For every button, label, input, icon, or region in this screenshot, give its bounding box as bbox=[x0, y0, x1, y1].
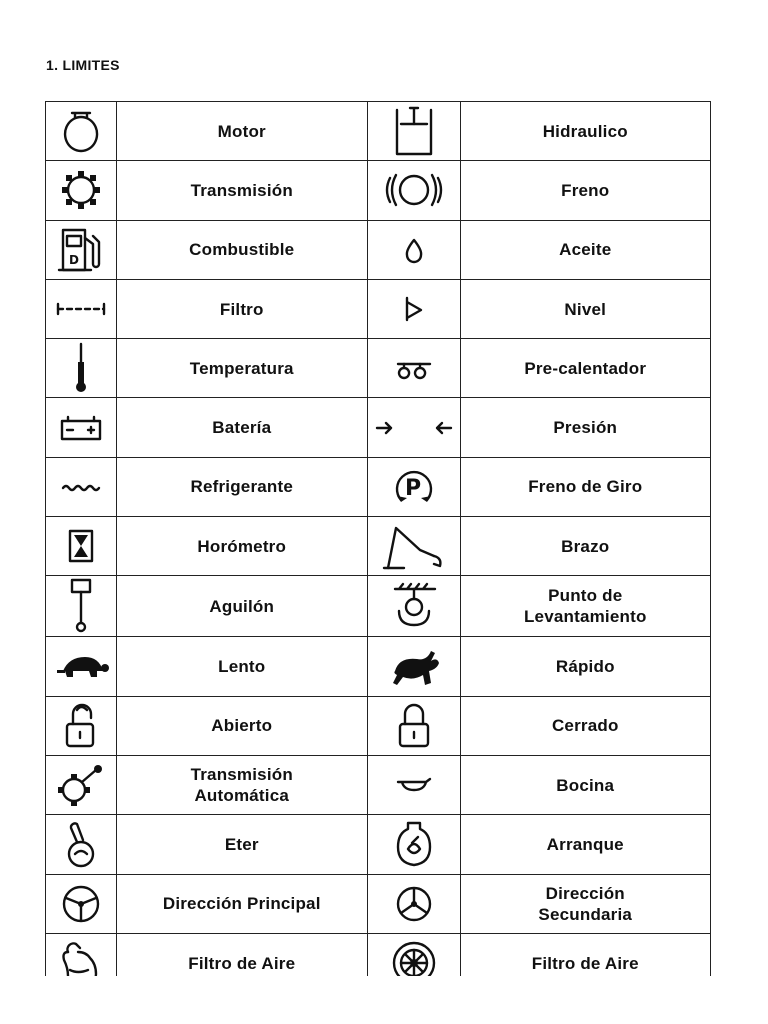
left-symbol-cell bbox=[46, 637, 117, 696]
symbol-label: Transmisión Automática bbox=[190, 765, 293, 806]
hydraulic-icon bbox=[368, 104, 460, 158]
right-label-cell bbox=[460, 874, 711, 933]
right-label-cell bbox=[460, 279, 711, 338]
starter-icon bbox=[368, 819, 460, 869]
left-label-cell bbox=[117, 637, 368, 696]
right-symbol-cell bbox=[367, 874, 460, 933]
right-label-cell bbox=[460, 398, 711, 457]
thermometer-icon bbox=[46, 340, 116, 396]
left-symbol-cell bbox=[46, 517, 117, 576]
symbol-label: Batería bbox=[212, 418, 272, 438]
left-label-cell bbox=[117, 161, 368, 220]
right-label-cell bbox=[460, 339, 711, 398]
left-label-cell bbox=[117, 696, 368, 755]
right-symbol-cell bbox=[367, 220, 460, 279]
arm-icon bbox=[368, 520, 460, 572]
left-symbol-cell bbox=[46, 279, 117, 338]
left-label-cell bbox=[117, 279, 368, 338]
symbol-label: Nivel bbox=[564, 299, 607, 319]
table-row bbox=[46, 339, 711, 398]
left-label-cell bbox=[117, 874, 368, 933]
right-symbol-cell bbox=[367, 576, 460, 637]
symbol-label: Horómetro bbox=[197, 536, 287, 556]
table-row bbox=[46, 755, 711, 814]
right-label-cell bbox=[460, 517, 711, 576]
table-row bbox=[46, 279, 711, 338]
table-row bbox=[46, 517, 711, 576]
right-label-cell bbox=[460, 161, 711, 220]
right-label-cell bbox=[460, 755, 711, 814]
brake-icon bbox=[368, 168, 460, 212]
horn-icon bbox=[368, 776, 460, 794]
right-symbol-cell bbox=[367, 339, 460, 398]
left-symbol-cell bbox=[46, 696, 117, 755]
level-icon bbox=[368, 294, 460, 324]
table-row bbox=[46, 220, 711, 279]
table-row bbox=[46, 457, 711, 516]
right-symbol-cell bbox=[367, 102, 460, 161]
symbol-label: Lento bbox=[218, 657, 266, 677]
transmission-gear-icon bbox=[46, 168, 116, 212]
right-symbol-cell bbox=[367, 457, 460, 516]
symbol-label: Transmisión bbox=[190, 180, 293, 200]
right-symbol-cell bbox=[367, 755, 460, 814]
symbol-label: Bocina bbox=[556, 775, 615, 795]
right-symbol-cell bbox=[367, 279, 460, 338]
section-heading: 1. LIMITES bbox=[46, 57, 120, 73]
left-label-cell bbox=[117, 339, 368, 398]
symbol-label: Freno de Giro bbox=[528, 477, 643, 497]
table-row bbox=[46, 398, 711, 457]
left-symbol-cell bbox=[46, 161, 117, 220]
left-symbol-cell bbox=[46, 220, 117, 279]
symbol-label: Brazo bbox=[561, 536, 610, 556]
symbol-label: Aguilón bbox=[209, 596, 275, 616]
symbol-label: Freno bbox=[561, 180, 610, 200]
padlock-closed-icon bbox=[368, 700, 460, 752]
table-row bbox=[46, 576, 711, 637]
symbol-label: Filtro bbox=[219, 299, 264, 319]
symbol-label: Combustible bbox=[189, 240, 295, 260]
symbol-label: Refrigerante bbox=[190, 477, 294, 497]
left-label-cell bbox=[117, 517, 368, 576]
symbol-label: Cerrado bbox=[551, 716, 619, 736]
svg-text:P: P bbox=[404, 475, 421, 501]
padlock-open-icon bbox=[46, 700, 116, 752]
rabbit-icon bbox=[368, 645, 460, 689]
filter-icon bbox=[46, 301, 116, 317]
left-symbol-cell bbox=[46, 815, 117, 874]
steering-wheel-icon bbox=[46, 882, 116, 926]
left-symbol-cell bbox=[46, 339, 117, 398]
table-row bbox=[46, 161, 711, 220]
left-symbol-cell bbox=[46, 398, 117, 457]
coolant-waves-icon bbox=[46, 480, 116, 494]
glow-plug-icon bbox=[368, 356, 460, 380]
symbol-label: Dirección Secundaria bbox=[538, 883, 633, 924]
table-row bbox=[46, 637, 711, 696]
right-label-cell bbox=[460, 576, 711, 637]
symbol-label: Rápido bbox=[555, 657, 615, 677]
left-label-cell bbox=[117, 220, 368, 279]
symbol-label: Eter bbox=[224, 834, 259, 854]
symbol-label: Abierto bbox=[211, 716, 273, 736]
left-label-cell bbox=[117, 457, 368, 516]
boom-icon bbox=[46, 576, 116, 636]
turtle-icon bbox=[46, 655, 116, 679]
table-row bbox=[46, 874, 711, 933]
right-label-cell bbox=[460, 102, 711, 161]
symbol-label: Hidraulico bbox=[542, 121, 628, 141]
left-label-cell bbox=[117, 755, 368, 814]
page-cutoff bbox=[0, 976, 768, 1024]
symbol-label: Dirección Principal bbox=[162, 894, 321, 914]
right-symbol-cell bbox=[367, 637, 460, 696]
engine-icon bbox=[46, 107, 116, 155]
pressure-arrows-icon bbox=[368, 418, 460, 438]
symbol-label: Pre-calentador bbox=[524, 358, 647, 378]
right-symbol-cell bbox=[367, 161, 460, 220]
battery-icon bbox=[46, 413, 116, 443]
right-symbol-cell bbox=[367, 696, 460, 755]
lift-point-icon bbox=[368, 581, 460, 631]
right-label-cell bbox=[460, 457, 711, 516]
right-symbol-cell bbox=[367, 517, 460, 576]
symbol-label: Filtro de Aire bbox=[188, 953, 296, 973]
right-label-cell bbox=[460, 815, 711, 874]
swing-brake-icon bbox=[368, 464, 460, 510]
left-label-cell bbox=[117, 815, 368, 874]
left-label-cell bbox=[117, 102, 368, 161]
left-symbol-cell bbox=[46, 457, 117, 516]
table-row bbox=[46, 815, 711, 874]
table-row bbox=[46, 102, 711, 161]
svg-text:D: D bbox=[69, 252, 79, 267]
hourglass-icon bbox=[46, 528, 116, 564]
symbol-label: Punto de Levantamiento bbox=[523, 586, 647, 627]
right-symbol-cell bbox=[367, 398, 460, 457]
left-label-cell bbox=[117, 576, 368, 637]
right-symbol-cell bbox=[367, 815, 460, 874]
symbol-label: Motor bbox=[217, 121, 266, 141]
ether-icon bbox=[46, 818, 116, 870]
right-label-cell bbox=[460, 637, 711, 696]
right-label-cell bbox=[460, 220, 711, 279]
automatic-transmission-icon bbox=[46, 762, 116, 808]
symbols-table bbox=[45, 101, 711, 993]
table-row bbox=[46, 696, 711, 755]
left-symbol-cell bbox=[46, 576, 117, 637]
symbol-label: Temperatura bbox=[189, 358, 294, 378]
left-symbol-cell bbox=[46, 102, 117, 161]
symbol-label: Aceite bbox=[559, 240, 612, 260]
symbol-label: Arranque bbox=[546, 834, 624, 854]
oil-drop-icon bbox=[368, 236, 460, 264]
symbol-label: Filtro de Aire bbox=[531, 953, 639, 973]
left-symbol-cell bbox=[46, 874, 117, 933]
left-label-cell bbox=[117, 398, 368, 457]
fuel-pump-icon bbox=[46, 224, 116, 276]
symbol-label: Presión bbox=[553, 418, 618, 438]
steering-wheel-secondary-icon bbox=[368, 882, 460, 926]
right-label-cell bbox=[460, 696, 711, 755]
left-symbol-cell bbox=[46, 755, 117, 814]
